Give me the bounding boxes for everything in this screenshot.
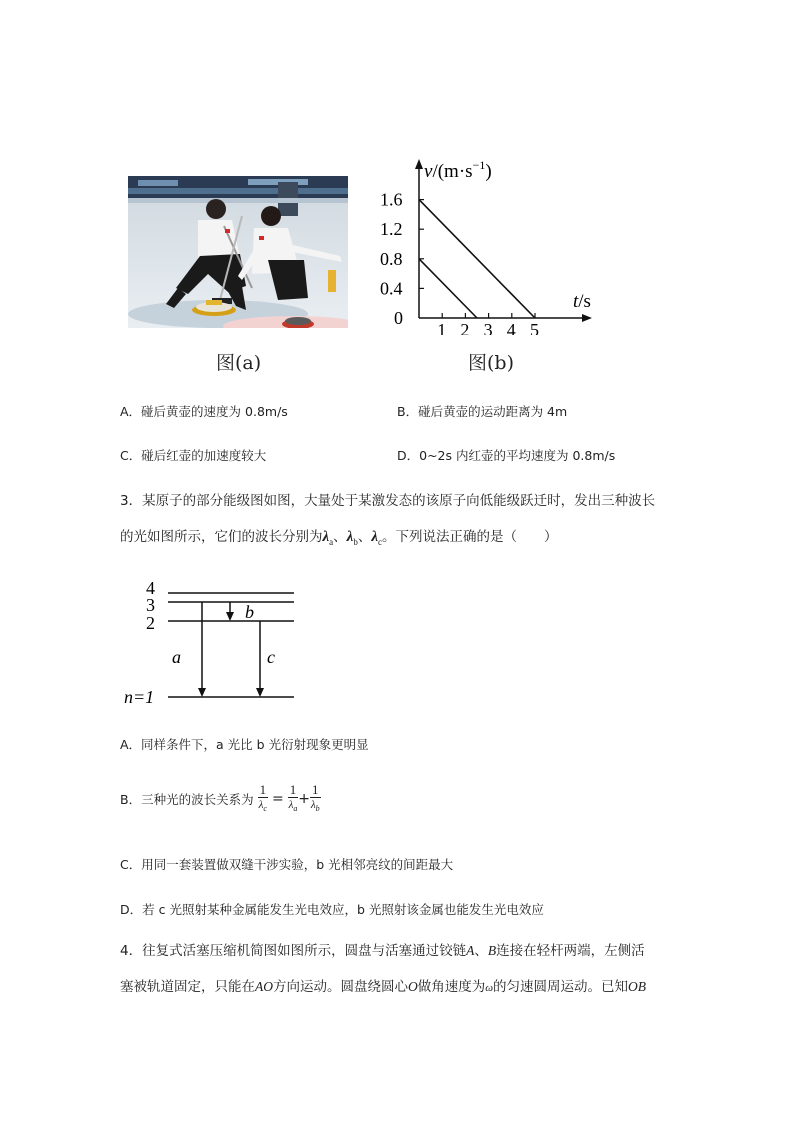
level-label-1: n=1 (124, 687, 155, 707)
velocity-time-graph (360, 155, 610, 335)
q3-option-b (120, 782, 321, 816)
x-tick-label: 2 (460, 320, 470, 335)
x-tick-label: 5 (530, 320, 539, 335)
q4-line2-pre: 塞被轨道固定，只能在 (120, 979, 255, 995)
y-tick-label: 1.2 (380, 219, 403, 240)
arrow-label-a: a (172, 647, 181, 667)
energy-level-diagram (118, 572, 308, 707)
q3-stem-line2-post: 。下列说法正确的是（ ） (382, 529, 558, 545)
q2-option-c: C．碰后红壶的加速度较大 (120, 448, 267, 463)
lambda-a: $\lambda_a$ (322, 529, 334, 547)
separator: 、 (333, 529, 347, 545)
separator: 、 (357, 529, 372, 545)
y-tick-label: 0.8 (380, 248, 403, 269)
q3-option-d: D．若 c 光照射某种金属能发生光电效应，b 光照射该金属也能发生光电效应 (120, 902, 544, 917)
level-label-2: 2 (146, 613, 155, 633)
segment-ao: AO (255, 979, 273, 994)
q3-stem-line2-pre: 的光如图所示，它们的波长分别为 (120, 529, 323, 545)
q2-option-d: D．0~2s 内红壶的平均速度为 0.8m/s (397, 448, 616, 463)
series-line-1 (419, 200, 535, 318)
lambda-c: $\lambda_c$ (371, 529, 383, 547)
arrow-label-c: c (267, 647, 275, 667)
point-b: B (487, 943, 497, 958)
y-tick-label: 0.4 (380, 278, 403, 299)
q3-stem-line1: 3．某原子的部分能级图如图，大量处于某激发态的该原子向低能级跃迁时，发出三种波长 (120, 493, 656, 509)
figure-b-caption: 图(b) (468, 352, 514, 374)
segment-ob: OB (628, 979, 647, 994)
q4-line2 (120, 975, 646, 995)
x-tick-label: 4 (506, 320, 516, 335)
x-tick-label: 1 (437, 320, 447, 335)
q3-option-c: C．用同一套装置做双缝干涉实验，b 光相邻亮纹的间距最大 (120, 857, 454, 872)
q3-option-b-label: B．三种光的波长关系为 (120, 792, 254, 808)
point-o: O (408, 979, 418, 994)
comma: 、 (474, 943, 488, 959)
q4-line1-pre: 4．往复式活塞压缩机简图如图所示，圆盘与活塞通过铰链 (120, 943, 467, 959)
curling-photo (128, 176, 348, 328)
level-label-4: 4 (146, 578, 155, 598)
figure-a-caption: 图(a) (216, 352, 262, 374)
q3-stem-line2 (120, 525, 558, 547)
q4-line2-post: 的匀速圆周运动。已知 (493, 979, 629, 995)
arrow-label-b: b (245, 602, 254, 622)
q4-line2-mid2: 做角速度为 (417, 979, 486, 995)
y-axis-label: $v/(m\cdot s^{-1})$ (424, 158, 492, 182)
equals-sign: = (272, 791, 284, 808)
q4-line1-post: 连接在轻杆两端，左侧活 (496, 943, 645, 959)
q3-option-a: A．同样条件下，a 光比 b 光衍射现象更明显 (120, 737, 369, 752)
point-a: A (466, 943, 475, 958)
x-axis-arrow (582, 314, 592, 322)
q2-option-b: B．碰后黄壶的运动距离为 4m (397, 404, 568, 419)
plus-sign: + (298, 791, 310, 808)
fraction-1-over-lambda-b: $\frac{1}{\lambda_b}$ (310, 782, 320, 814)
arrow-b-head (226, 612, 234, 621)
omega-symbol: ω (485, 982, 494, 994)
series-line-2 (419, 259, 477, 318)
fraction-1-over-lambda-a: $\frac{1}{\lambda_a}$ (288, 782, 298, 814)
y-axis-arrow (415, 159, 423, 169)
lambda-b: $\lambda_b$ (346, 529, 358, 547)
y-tick-label: 1.6 (380, 189, 403, 210)
level-label-3: 3 (146, 595, 155, 615)
q4-line1 (120, 939, 645, 959)
origin-label: 0 (394, 308, 403, 328)
fraction-1-over-lambda-c: $\frac{1}{\lambda_c}$ (258, 782, 267, 814)
q4-line2-mid: 方向运动。圆盘绕圆心 (273, 979, 408, 995)
x-axis-label: t/s (573, 291, 591, 312)
q2-option-a: A．碰后黄壶的速度为 0.8m/s (120, 404, 288, 419)
x-tick-label: 3 (483, 320, 493, 335)
arrow-c-head (256, 688, 264, 697)
arrow-a-head (198, 688, 206, 697)
